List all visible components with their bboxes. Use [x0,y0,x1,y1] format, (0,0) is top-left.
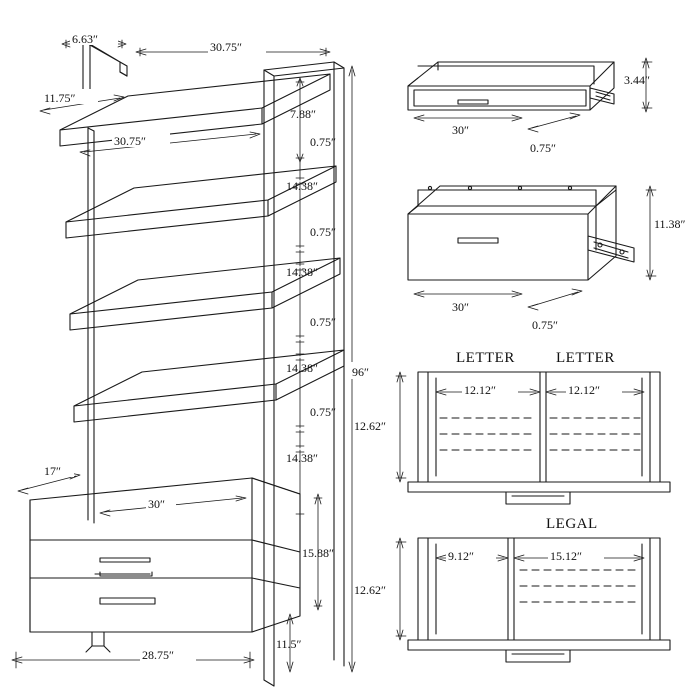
dim-top-shelf-depth: 11.75″ [44,91,76,105]
dim-shelf-width: 30.75″ [114,134,146,148]
dim-legal-depth: 12.62″ [354,583,386,597]
dim-large-drawer-height: 11.38″ [654,217,686,231]
dim-legal-left-width: 9.12″ [448,549,474,563]
dim-shelf-thickness-3: 0.75″ [310,315,336,329]
dim-cabinet-depth: 17″ [44,464,61,478]
dim-depth-top-rail: 6.63″ [72,32,98,46]
dim-overall-height: 96″ [352,365,369,379]
dim-leg-height: 11.5″ [276,637,302,651]
dim-shelf-gap-3: 14.38″ [286,361,318,375]
label-letter-left: LETTER [456,350,515,366]
dim-letter-left-width: 12.12″ [464,383,496,397]
large-drawer-view [408,186,634,280]
dim-cabinet-width: 30″ [148,497,165,511]
dim-large-drawer-thickness: 0.75″ [532,318,558,332]
dim-legal-right-width: 15.12″ [550,549,582,563]
dim-small-drawer-thickness: 0.75″ [530,141,556,155]
dim-letter-right-width: 12.12″ [568,383,600,397]
dim-shelf-gap-4: 14.38″ [286,451,318,465]
dim-base-width: 28.75″ [142,648,174,662]
dim-cabinet-height: 15.88″ [302,546,334,560]
dim-letter-depth: 12.62″ [354,419,386,433]
dim-top-gap: 7.88″ [290,107,316,121]
legal-plan-dashed [520,570,638,602]
dim-shelf-gap-1: 14.38″ [286,179,318,193]
dim-small-drawer-height: 3.44″ [624,73,650,87]
small-drawer-view [408,62,614,110]
dim-shelf-thickness-2: 0.75″ [310,225,336,239]
dim-shelf-thickness-4: 0.75″ [310,405,336,419]
dim-shelf-gap-2: 14.38″ [286,265,318,279]
dim-shelf-thickness-1: 0.75″ [310,135,336,149]
dim-large-drawer-width: 30″ [452,300,469,314]
dim-small-drawer-width: 30″ [452,123,469,137]
dimension-labels [42,30,686,662]
dim-overall-width-top: 30.75″ [210,40,242,54]
label-letter-right: LETTER [556,350,615,366]
label-legal: LEGAL [546,516,598,532]
